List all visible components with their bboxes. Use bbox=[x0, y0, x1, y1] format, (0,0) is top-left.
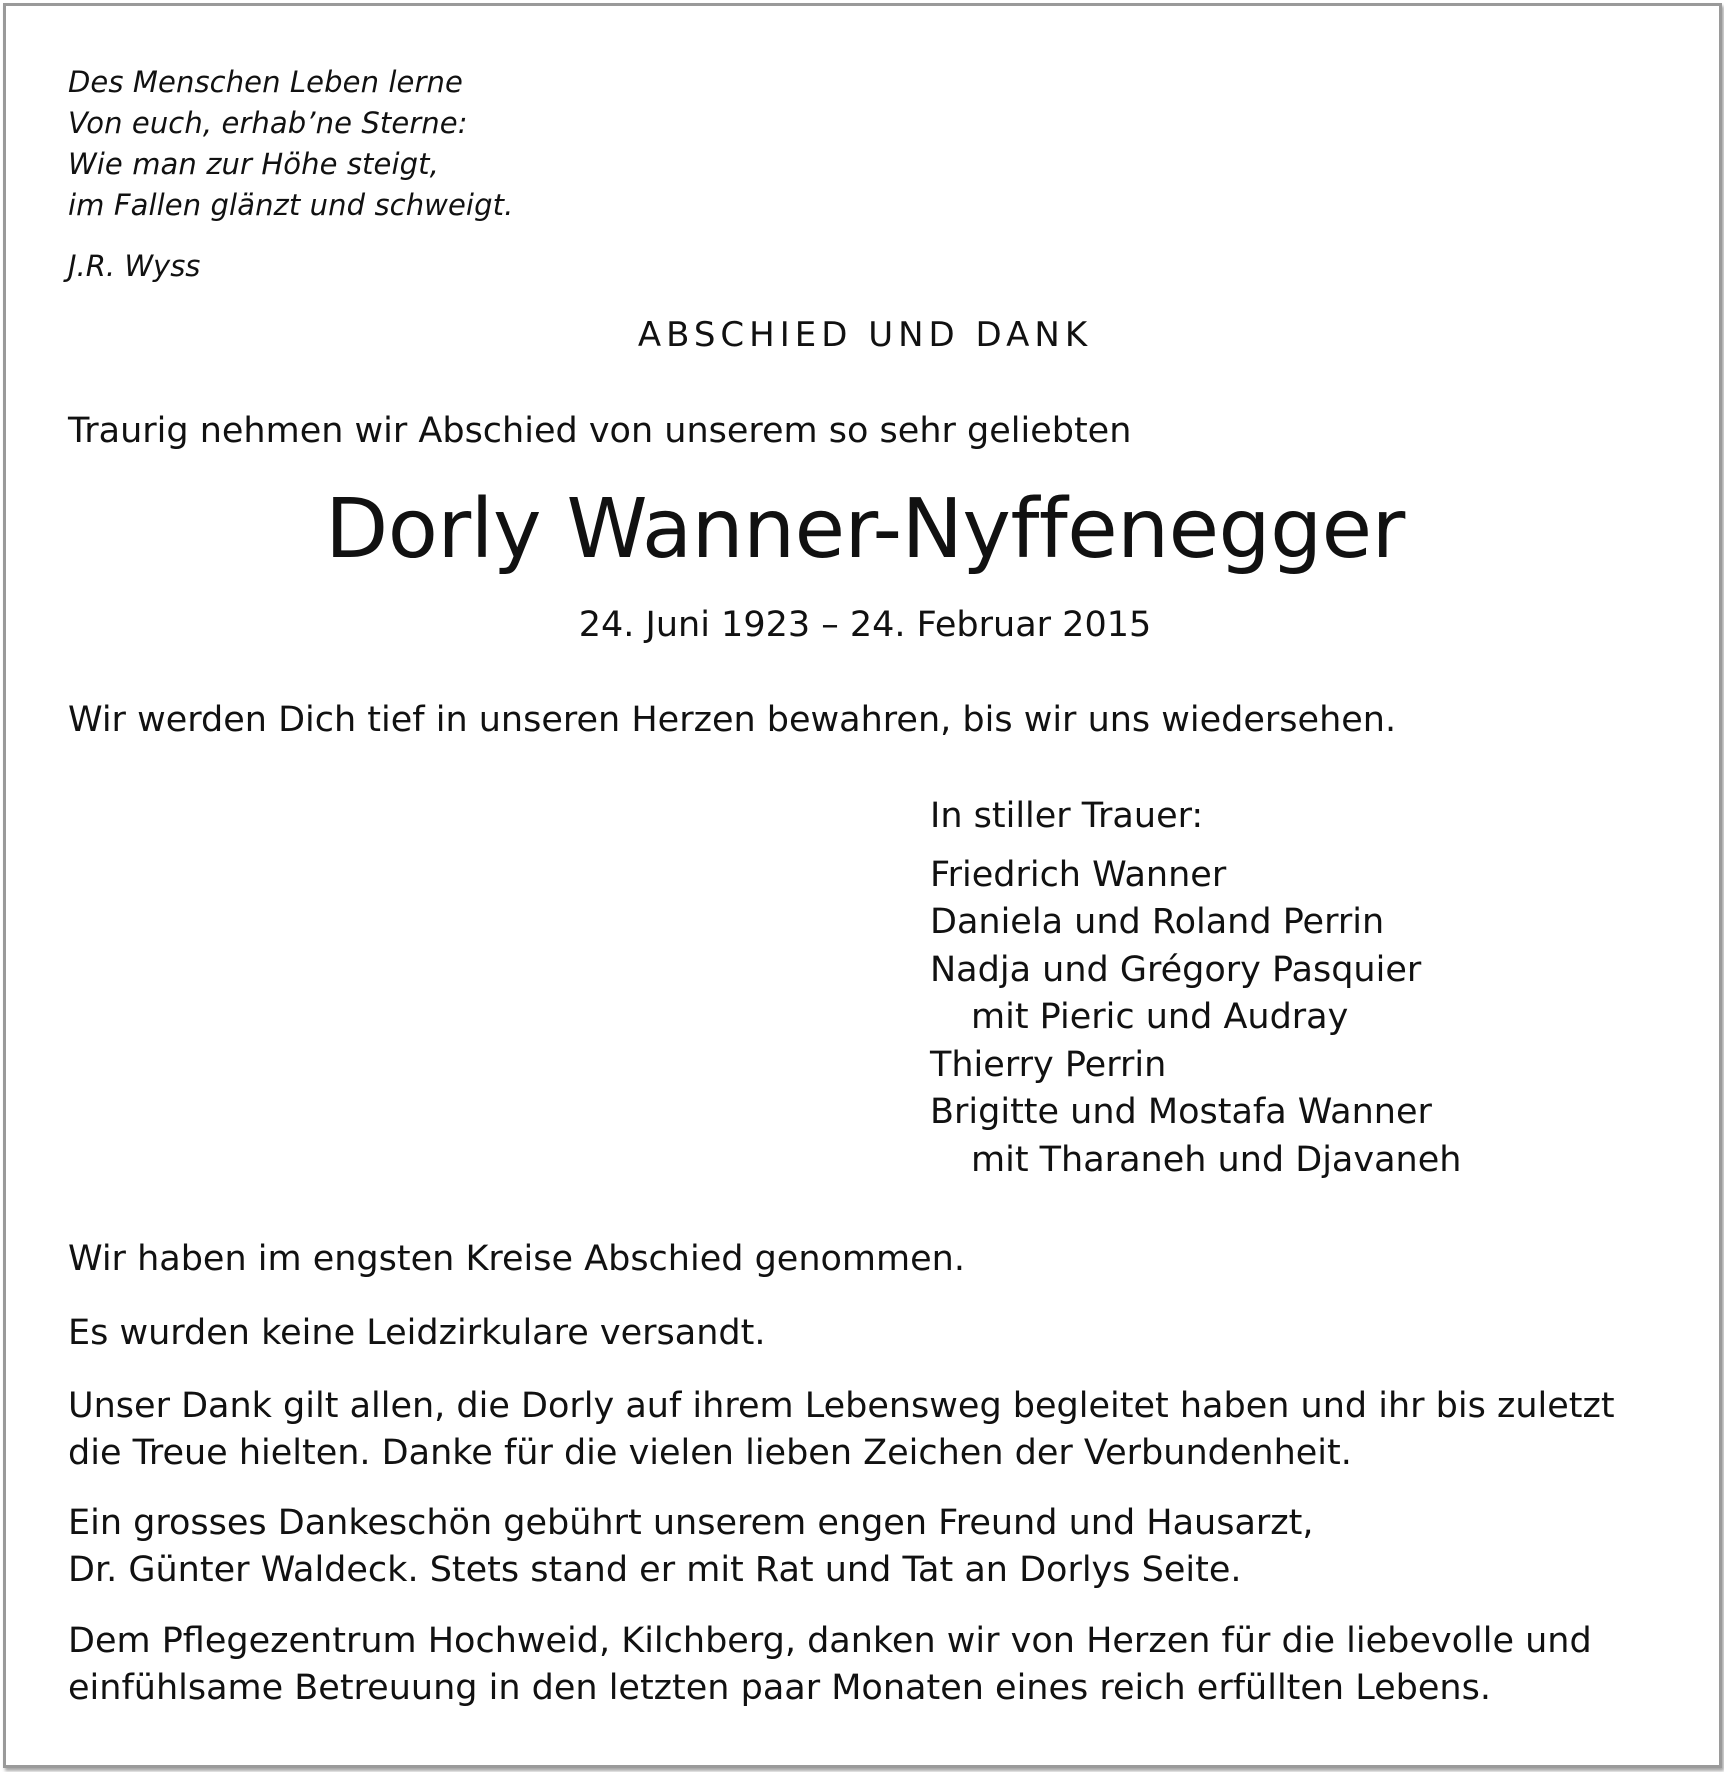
closing-paragraph bbox=[68, 1236, 1668, 1283]
motto-line: Wie man zur Höhe steigt, bbox=[68, 147, 439, 181]
closing-line: Unser Dank gilt allen, die Dorly auf ihrem Lebensweg begleitet haben und ihr bis zuletzt bbox=[68, 1386, 1615, 1426]
mourner-name: Daniela und Roland Perrin bbox=[930, 902, 1385, 942]
closing-line: einfühlsame Betreuung in den letzten paar Monaten eines reich erfüllten Lebens. bbox=[68, 1668, 1491, 1708]
motto-line: im Fallen glänzt und schweigt. bbox=[68, 188, 514, 222]
closing-line: die Treue hielten. Danke für die vielen lieben Zeichen der Verbundenheit. bbox=[68, 1433, 1352, 1473]
motto-poem bbox=[68, 62, 513, 226]
motto-line: Von euch, erhab’ne Sterne: bbox=[68, 106, 468, 140]
mourner-name: Brigitte und Mostafa Wanner bbox=[930, 1092, 1432, 1132]
mourner-name: mit Tharaneh und Djavaneh bbox=[971, 1139, 1462, 1180]
closing-paragraph bbox=[68, 1500, 1668, 1594]
mourners-heading: In stiller Trauer: bbox=[930, 796, 1204, 836]
closing-paragraph bbox=[68, 1618, 1668, 1712]
life-dates: 24. Juni 1923 – 24. Februar 2015 bbox=[578, 605, 1152, 645]
notice-heading: ABSCHIED UND DANK bbox=[637, 315, 1093, 355]
mourner-name: Friedrich Wanner bbox=[930, 854, 1227, 895]
closing-line: Ein grosses Dankeschön gebührt unserem engen Freund und Hausarzt, bbox=[68, 1503, 1314, 1543]
closing-line: Dr. Günter Waldeck. Stets stand er mit Rat und Tat an Dorlys Seite. bbox=[68, 1550, 1242, 1590]
memory-text: Wir werden Dich tief in unseren Herzen bewahren, bis wir uns wiedersehen. bbox=[68, 700, 1397, 740]
mourner-name: mit Pieric und Audray bbox=[971, 997, 1349, 1037]
motto-line: Des Menschen Leben lerne bbox=[68, 65, 463, 99]
mourner-name: Nadja und Grégory Pasquier bbox=[930, 949, 1422, 990]
closing-line: Wir haben im engsten Kreise Abschied genommen. bbox=[68, 1239, 965, 1279]
motto-author: J.R. Wyss bbox=[68, 249, 201, 283]
closing-line: Es wurden keine Leidzirkulare versandt. bbox=[68, 1313, 766, 1353]
mourner-name: Thierry Perrin bbox=[930, 1044, 1167, 1085]
closing-paragraph bbox=[68, 1310, 1668, 1357]
intro-text: Traurig nehmen wir Abschied von unserem so sehr geliebten bbox=[68, 411, 1132, 451]
closing-line: Dem Pflegezentrum Hochweid, Kilchberg, danken wir von Herzen für die liebevolle und bbox=[68, 1621, 1592, 1661]
deceased-name: Dorly Wanner-Nyffenegger bbox=[325, 482, 1405, 577]
mourners-list bbox=[930, 793, 1461, 1184]
closing-paragraph bbox=[68, 1383, 1668, 1477]
